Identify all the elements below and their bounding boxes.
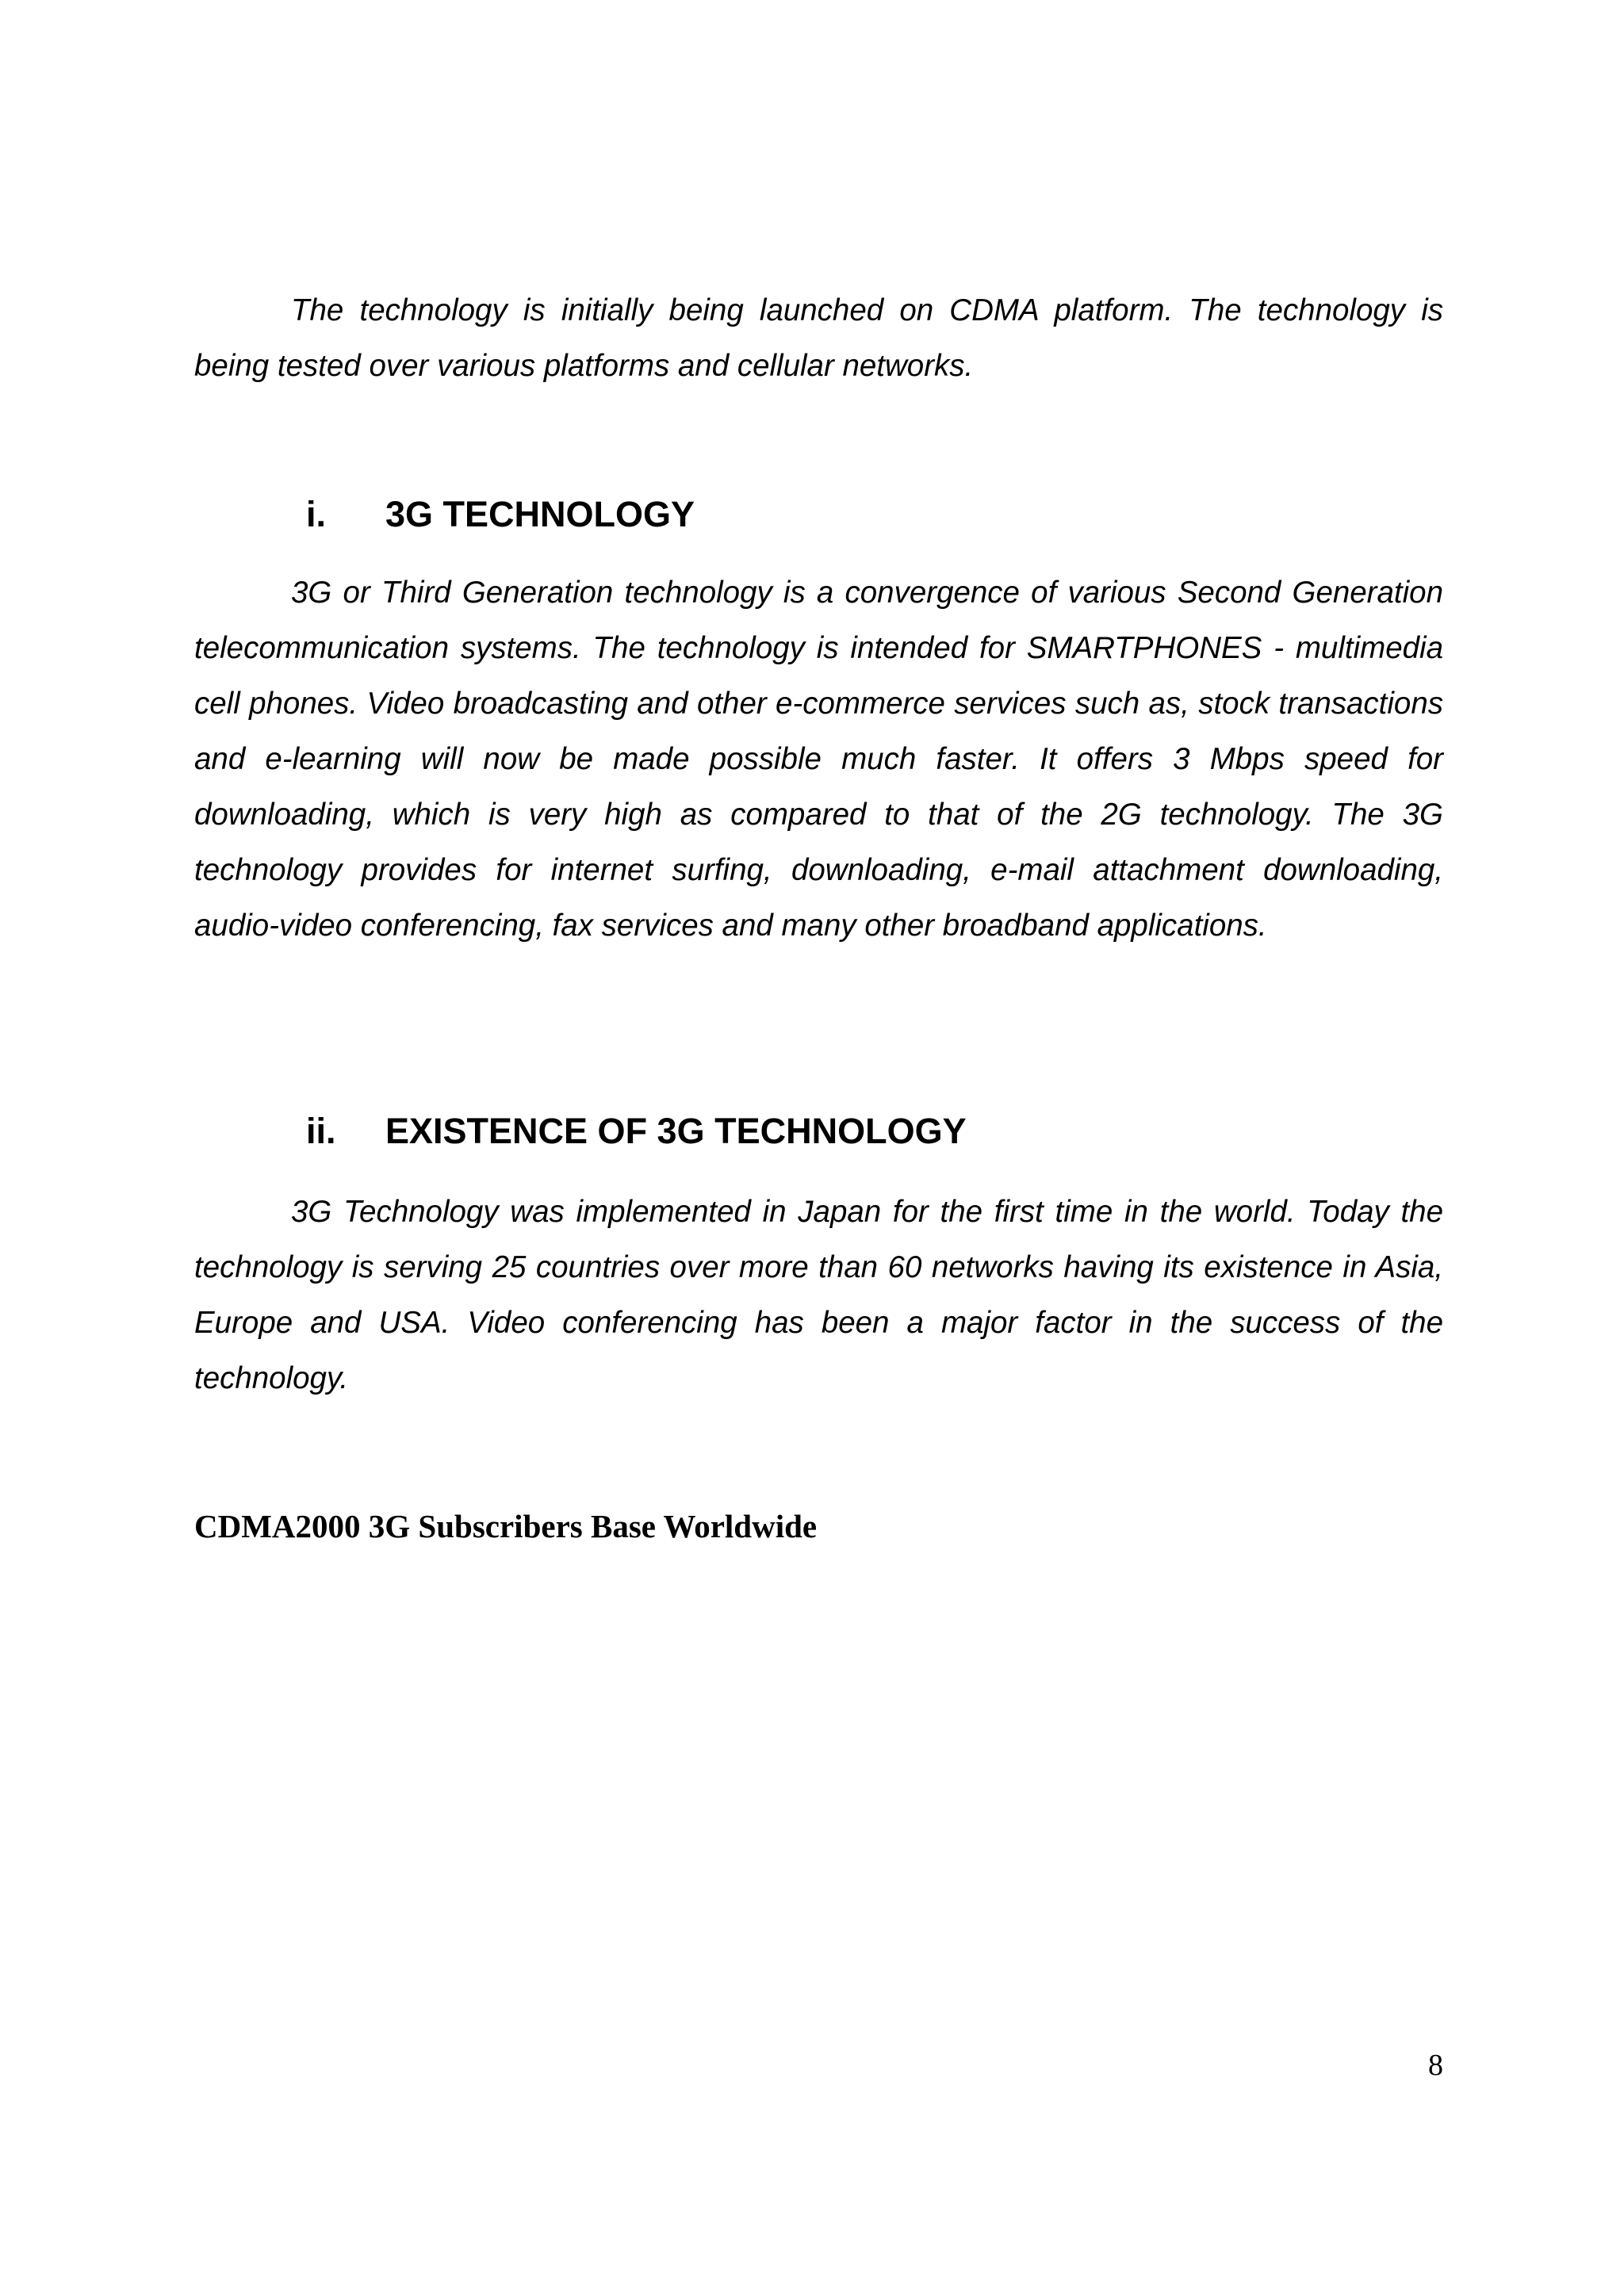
section-1-number: i. — [306, 494, 327, 534]
figure-caption: CDMA2000 3G Subscribers Base Worldwide — [194, 1508, 818, 1544]
section-2-number: ii. — [306, 1111, 336, 1151]
section-2-title: EXISTENCE OF 3G TECHNOLOGY — [385, 1111, 967, 1151]
section-2-heading — [306, 1108, 967, 1155]
page-number: 8 — [1428, 2049, 1443, 2082]
intro-paragraph: The technology is initially being launched on CDMA platform. The technology is being tested over various platforms and cellular networks. — [194, 293, 1443, 383]
section-1-paragraph: 3G or Third Generation technology is a convergence of various Second Generation telecommunication systems. The technology is intended for SMARTPHONES - multimedia cell phones. Video broadcasting and other e-commerce services such as, stock transactions and e-learning will now be made possible much faster. It offers 3 Mbps speed for downloading, which is very high as compared to that of the 2G technology. The 3G technology provides for internet surfing, downloading, e-mail attachment downloading, audio-video conferencing, fax services and many other broadband applications. — [194, 576, 1443, 943]
section-1-title: 3G TECHNOLOGY — [385, 494, 695, 534]
section-1-heading — [306, 491, 695, 538]
section-2-paragraph: 3G Technology was implemented in Japan for the first time in the world. Today the technology is serving 25 countries over more than 60 networks having its existence in Asia, Europe and USA. Video conferencing has been a major factor in the success of the technology. — [194, 1195, 1443, 1395]
